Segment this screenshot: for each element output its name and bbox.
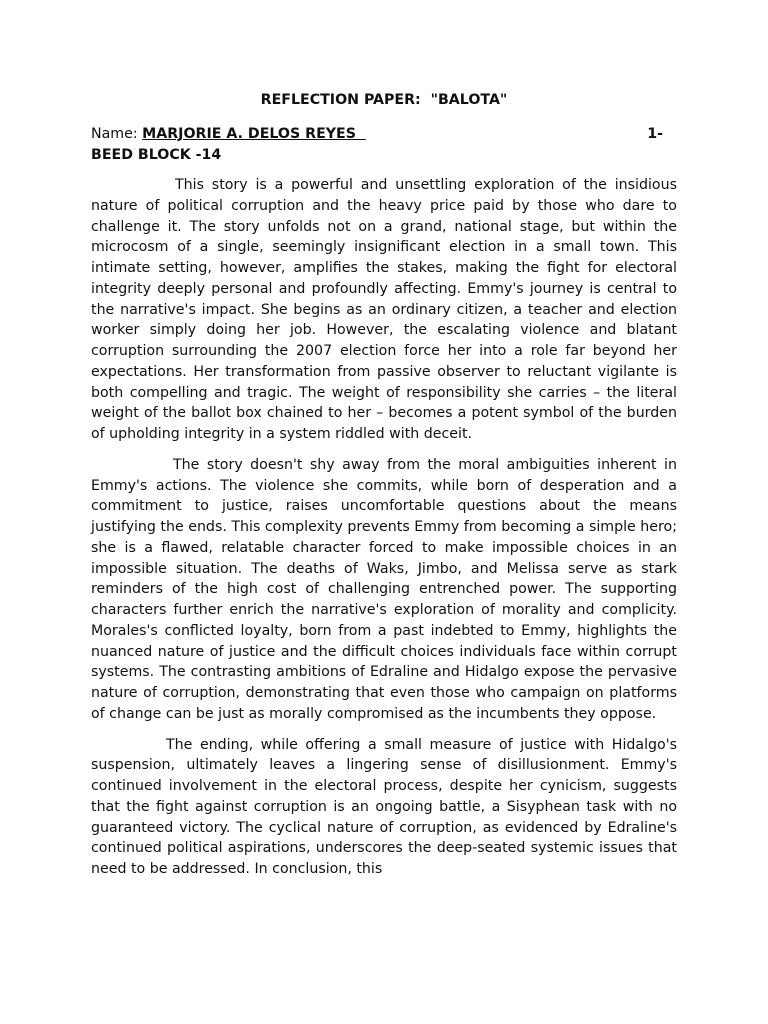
year-level: 1-: [647, 126, 663, 142]
name-line: [91, 124, 663, 144]
paragraph-2: The story doesn't shy away from the moral ambiguities inherent in Emmy's actions. The violence she commits, while born of desperation and a commitment to justice, raises uncomfortable questions about the means justifying the ends. This complexity prevents Emmy from becoming a simple hero; she is a flawed, relatable character forced to make impossible choices in an impossible situation. The deaths of Waks, Jimbo, and Melissa serve as stark reminders of the high cost of challenging entrenched power. The supporting characters further enrich the narrative's exploration of morality and complicity. Morales's conflicted loyalty, born from a past indebted to Emmy, highlights the nuanced nature of justice and the difficult choices individuals face within corrupt systems. The contrasting ambitions of Edraline and Hidalgo expose the pervasive nature of corruption, demonstrating that even those who campaign on platforms of change can be just as morally compromised as the incumbents they oppose.: [91, 456, 677, 722]
paragraph-1: This story is a powerful and unsettling exploration of the insidious nature of political corruption and the heavy price paid by those who dare to challenge it. The story unfolds not on a grand, national stage, but within the microcosm of a single, seemingly insignificant election in a small town. This intimate setting, however, amplifies the stakes, making the fight for electoral integrity deeply personal and profoundly affecting. Emmy's journey is central to the narrative's impact. She begins as an ordinary citizen, a teacher and election worker simply doing her job. However, the escalating violence and blatant corruption surrounding the 2007 election force her into a role far beyond her expectations. Her transformation from passive observer to reluctant vigilante is both compelling and tragic. The weight of responsibility she carries – the literal weight of the ballot box chained to her – becomes a potent symbol of the burden of upholding integrity in a system riddled with deceit.: [91, 177, 677, 442]
document-title: REFLECTION PAPER: "BALOTA": [260, 92, 508, 108]
paragraph-3: The ending, while offering a small measure of justice with Hidalgo's suspension, ultimately leaves a lingering sense of disillusionment. Emmy's continued involvement in the electoral process, despite her cynicism, suggests that the fight against corruption is an ongoing battle, a Sisyphean task with no guaranteed victory. The cyclical nature of corruption, as evidenced by Edraline's continued political aspirations, underscores the deep-seated systemic issues that need to be addressed. In conclusion, this: [91, 736, 677, 877]
body-text: [91, 175, 677, 890]
student-name: MARJORIE A. DELOS REYES: [142, 126, 366, 142]
name-label: Name:: [91, 126, 143, 142]
block-section: BEED BLOCK -14: [91, 147, 222, 163]
